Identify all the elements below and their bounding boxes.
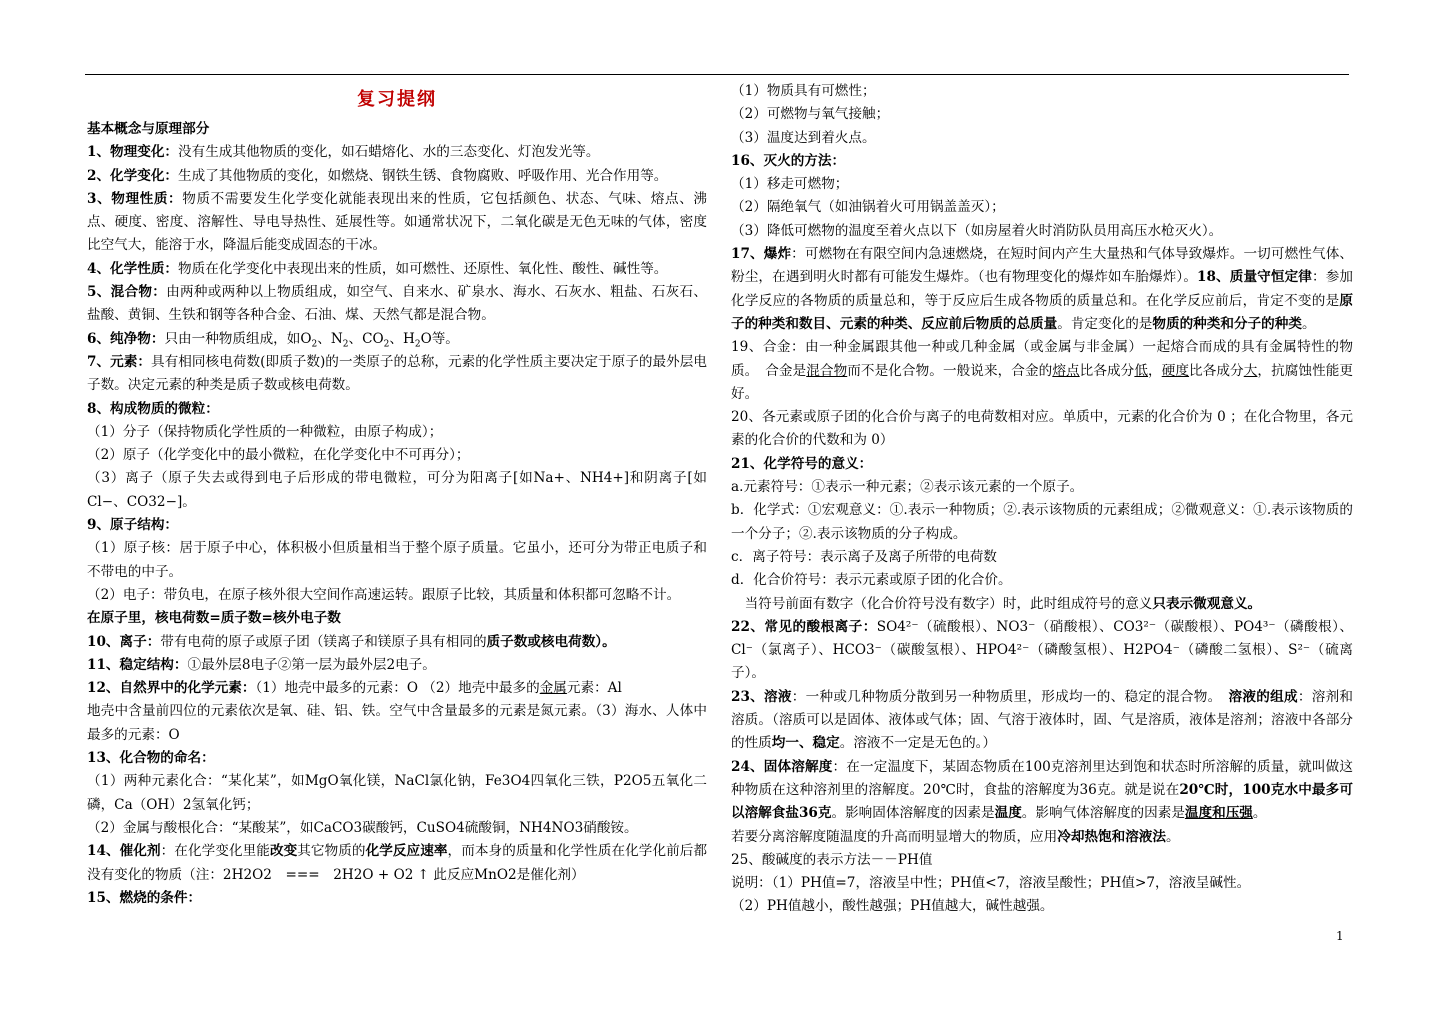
item-19-text-e: 比各成分 [1189,362,1244,379]
item-13-heading: 13、化合物的命名： [87,750,215,767]
item-13-sub-1: （1）两种元素化合：“某化某”，如MgO氧化镁，NaCl氯化钠，Fe3O4四氧化三铁，P2O5五氧化二磷，Ca（OH）2氢氧化钙； [87,773,707,813]
item-21-c: c．离子符号：表示离子及离子所带的电荷数 [731,548,997,565]
item-21-e-text: 当符号前面有数字（化合价符号没有数字）时，此时组成符号的意义 [731,595,1153,612]
item-5-term: 5、混合物： [87,284,167,301]
item-14-text-b: 其它物质的 [297,843,366,860]
item-10-emph: 质子数或核电荷数）。 [486,633,616,650]
item-23-text-a: ：一种或几种物质分散到另一种物质里，形成均一的、稳定的混合物。 [791,688,1229,705]
item-22 [731,616,1353,686]
item-16-sub-2: （2）隔绝氧气（如油锅着火可用锅盖盖灭）； [731,199,1005,216]
item-8-sub-1: （1）分子（保持物质化学性质的一种微粒，由原子构成）； [87,423,443,440]
item-9-heading: 9、原子结构： [87,517,179,534]
item-14-emph-b: 化学反应速率 [365,843,448,860]
item-23-emph: 均一、稳定 [771,735,840,752]
item-22-term: 22、常见的酸根离子： [731,618,877,635]
item-9-sub-1: （1）原子核：居于原子中心，体积极小但质量相当于整个原子质量。它虽小，还可分为带正电质子和不带电的中子。 [87,540,707,580]
item-10-text: 带有电荷的原子或原子团（镁离子和镁原子具有相同的 [160,633,487,650]
item-16-heading: 16、灭火的方法： [731,152,846,169]
item-6-text-d: 、H [389,330,415,347]
item-11-text: ①最外层8电子②第一层为最外层2电子。 [187,656,436,673]
item-18-term: 18、质量守恒定律 [1197,269,1312,286]
item-17-18 [731,243,1353,336]
item-14-emph-a: 改变 [269,843,298,860]
item-7 [87,351,707,398]
item-8-sub-3: （3）离子（原子失去或得到电子后形成的带电微粒，可分为阳离子[如Na+、NH4+]和阴离子[如Cl−、CO32−]。 [87,470,707,510]
item-3-text: 物质不需要发生化学变化就能表现出来的性质，它包括颜色、状态、气味、熔点、沸点、硬度、密度、溶解性、导电导热性、延展性等。如通常状况下，二氧化碳是无色无味的气体，密度比空气大，能溶于水，降温后能变成固态的干冰。 [87,190,707,254]
item-24 [731,756,1353,826]
item-21-heading: 21、化学符号的意义： [731,455,873,472]
item-6: 6、纯净物：只由一种物质组成，如$O_2$、$N_2$、$CO_2$、$H_2O$等。 [87,330,459,350]
item-15-sub-2: （2）可燃物与氧气接触； [731,106,890,123]
item-1 [87,141,707,164]
item-8-heading: 8、构成物质的微粒： [87,400,219,417]
item-21-d: d．化合价符号：表示元素或原子团的化合价。 [731,572,1012,589]
item-12-text-b: 元素：Al [566,680,622,697]
item-4 [87,258,707,281]
item-14-text-a: ：在化学变化里能 [160,843,270,860]
item-12-underline: 金属 [539,680,567,697]
item-14 [87,840,707,887]
item-19 [731,336,1353,406]
item-17-term: 17、爆炸 [731,246,792,263]
item-7-text: 具有相同核电荷数(即质子数)的一类原子的总称，元素的化学性质主要决定于原子的最外层电子数。决定元素的种类是质子数或核电荷数。 [87,353,707,394]
item-5 [87,281,707,328]
item-18-emph-a: 原子的种类和数目、元素的种类、反应前后物质的总质量 [731,292,1353,332]
item-24-text-c: 。影响气体溶解度的因素是 [1021,805,1185,822]
item-6-text-a: 只由一种物质组成，如O [164,330,312,347]
item-15-heading: 15、燃烧的条件： [87,889,202,906]
item-1-term: 1、物理变化： [87,144,179,161]
item-3 [87,188,707,258]
item-4-term: 4、化学性质： [87,260,179,277]
item-24-text-a: ：在一定温度下，某固态物质在100克溶剂里达到饱和状态时所溶解的质量，就叫做这种物质在这种溶剂里的溶解度。20℃时，食盐的溶解度为36克。就是说在 [731,758,1353,798]
item-8-sub-2: （2）原子（化学变化中的最小微粒，在化学变化中不可再分）； [87,447,470,464]
left-column [87,80,707,910]
item-9-sub-2: （2）电子：带负电，在原子核外很大空间作高速运转。跟原子比较，其质量和体积都可忽略不计。 [87,586,681,603]
item-25-sub-1: 说明：（1）PH值=7，溶液呈中性；PH值<7，溶液呈酸性；PH值>7，溶液呈碱性。 [731,875,1251,892]
item-23-text-c: 。溶液不一定是无色的。） [839,735,997,752]
item-24-text-d: 。 [1252,805,1267,822]
header-rule [85,74,1349,75]
item-23-term-b: 溶液的组成 [1228,688,1298,705]
item-15-sub-3: （3）温度达到着火点。 [731,129,876,146]
item-18-text-c: 。 [1301,315,1316,332]
item-14-text-c: ，而本身的质量和化学性质在化学化前后都没有变化的物质（注：2H2O2 === 2H2O + O2 ↑ 此反应MnO2是催化剂） [87,843,708,883]
item-10-term: 10、离子： [87,633,161,650]
item-19-text-c: 比各成分 [1079,362,1135,379]
item-24-term: 24、固体溶解度 [731,758,833,775]
item-16-sub-3: （3）降低可燃物的温度至着火点以下（如房屋着火时消防队员用高压水枪灭火）。 [731,222,1223,239]
item-14-term: 14、催化剂 [87,843,161,860]
right-column [731,80,1353,919]
item-19-u-a: 混合物 [806,362,848,379]
item-25-sub-2: （2）PH值越小，酸性越强；PH值越大，碱性越强。 [731,898,1054,915]
page-title: 复习提纲 [357,89,437,110]
item-19-text-d: ， [1148,362,1162,379]
item-22-text: SO4²⁻（硫酸根）、NO3⁻（硝酸根）、CO3²⁻（碳酸根）、PO4³⁻（磷酸根）、Cl⁻（氯离子）、HCO3⁻（碳酸氢根）、HPO4²⁻（磷酸氢根）、H2PO4⁻（磷酸二氢根）、S²⁻（硫离子）。 [731,618,1353,682]
item-7-term: 7、元素： [87,353,152,370]
item-1-text: 没有生成其他物质的变化，如石蜡熔化、水的三态变化、灯泡发光等。 [178,144,600,161]
item-19-u-c: 低 [1134,362,1149,379]
item-24-text-b: 。影响固体溶解度的因素是 [831,805,995,822]
item-6-text-c: 、CO [348,330,384,347]
item-23 [731,686,1353,756]
item-23-term: 23、溶液 [731,688,792,705]
item-2-term: 2、化学变化： [87,167,179,184]
item-24-emph-a: 20℃时，100克水中最多可以溶解食盐36克 [731,781,1353,822]
item-19-text-a: 19、合金：由一种金属跟其他一种或几种金属（或金属与非金属）一起熔合而成的具有金属特性的物质。 合金是 [731,339,1353,379]
item-23-text-b: ：溶剂和溶质。（溶质可以是固体、液体或气体；固、气溶于液体时，固、气是溶质，液体是溶剂；溶液中各部分的性质 [731,688,1354,752]
item-19-text-f: ，抗腐蚀性能更好。 [731,362,1354,402]
item-2 [87,165,707,188]
item-21-a: a.元素符号：①表示一种元素；②表示该元素的一个原子。 [731,479,1084,496]
item-19-u-e: 大 [1243,362,1258,379]
item-16-sub-1: （1）移走可燃物； [731,176,849,193]
item-12-cont: 地壳中含量前四位的元素依次是氧、硅、铝、铁。空气中含量最多的元素是氮元素。（3）海水、人体中最多的元素：O [87,703,707,743]
item-19-text-b: 而不是化合物。一般说来，合金的 [847,362,1053,379]
item-24-emph-c: 温度和压强 [1184,805,1253,822]
item-18-text-b: 。肯定变化的是 [1057,315,1153,332]
item-24-cont-text: 若要分离溶解度随温度的升高而明显增大的物质，应用 [731,828,1058,845]
item-2-text: 生成了其他物质的变化，如燃烧、钢铁生锈、食物腐败、呼吸作用、光合作用等。 [178,167,668,184]
item-12-text-a: （1）地壳中最多的元素：O （2）地壳中最多的 [255,680,540,697]
item-6-text-b: 、N [317,330,343,347]
item-24-cont-end: 。 [1166,828,1180,845]
item-20: 20、各元素或原子团的化合价与离子的电荷数相对应。单质中，元素的化合价为 0 ；在化合物里，各元素的化合价的代数和为 0） [731,409,1353,449]
item-17-text: ：可燃物在有限空间内急速燃烧，在短时间内产生大量热和气体导致爆炸。一切可燃性气体、粉尘，在遇到明火时都有可能发生爆炸。（也有物理变化的爆炸如车胎爆炸）。 [731,246,1353,286]
item-25-heading: 25、酸碱度的表示方法－－PH值 [731,851,933,868]
item-15-sub-1: （1）物质具有可燃性； [731,83,876,99]
item-19-u-b: 熔点 [1052,362,1080,379]
item-11-term: 11、稳定结构： [87,656,188,673]
item-19-u-d: 硬度 [1161,362,1190,379]
item-5-text: 由两种或两种以上物质组成，如空气、自来水、矿泉水、海水、石灰水、粗盐、石灰石、盐酸、黄铜、生铁和钢等各种合金、石油、煤、天然气都是混合物。 [87,284,707,324]
section-heading: 基本概念与原理部分 [87,121,210,137]
item-21-e [731,593,1353,616]
item-24-cont-emph: 冷却热饱和溶液法 [1057,828,1166,845]
item-18-text-a: ：参加化学反应的各物质的质量总和，等于反应后生成各物质的质量总和。在化学反应前后，肯定不变的是 [731,269,1354,309]
item-6-text-e: O等。 [420,330,459,347]
item-3-term: 3、物理性质： [87,190,183,207]
item-4-text: 物质在化学变化中表现出来的性质，如可燃性、还原性、氧化性、酸性、碱性等。 [178,260,668,277]
item-9-rule: 在原子里，核电荷数=质子数=核外电子数 [87,610,341,627]
item-12-term: 12、自然界中的化学元素： [87,680,256,697]
item-10 [87,631,707,654]
item-21-e-emph: 只表示微观意义。 [1152,595,1262,612]
page-number: 1 [1336,929,1344,943]
item-24-cont [731,826,1353,849]
item-12 [87,677,707,700]
item-18-emph-b: 物质的种类和分子的种类 [1152,315,1302,332]
item-6-term: 6、纯净物： [87,330,165,347]
item-24-emph-b: 温度 [994,805,1022,822]
item-11 [87,654,707,677]
item-21-b: b．化学式：①宏观意义：①.表示一种物质；②.表示该物质的元素组成；②微观意义：①.表示该物质的一个分子；②.表示该物质的分子构成。 [731,502,1353,542]
item-13-sub-2: （2）金属与酸根化合：“某酸某”，如CaCO3碳酸钙，CuSO4硫酸铜，NH4NO3硝酸铵。 [87,819,638,836]
